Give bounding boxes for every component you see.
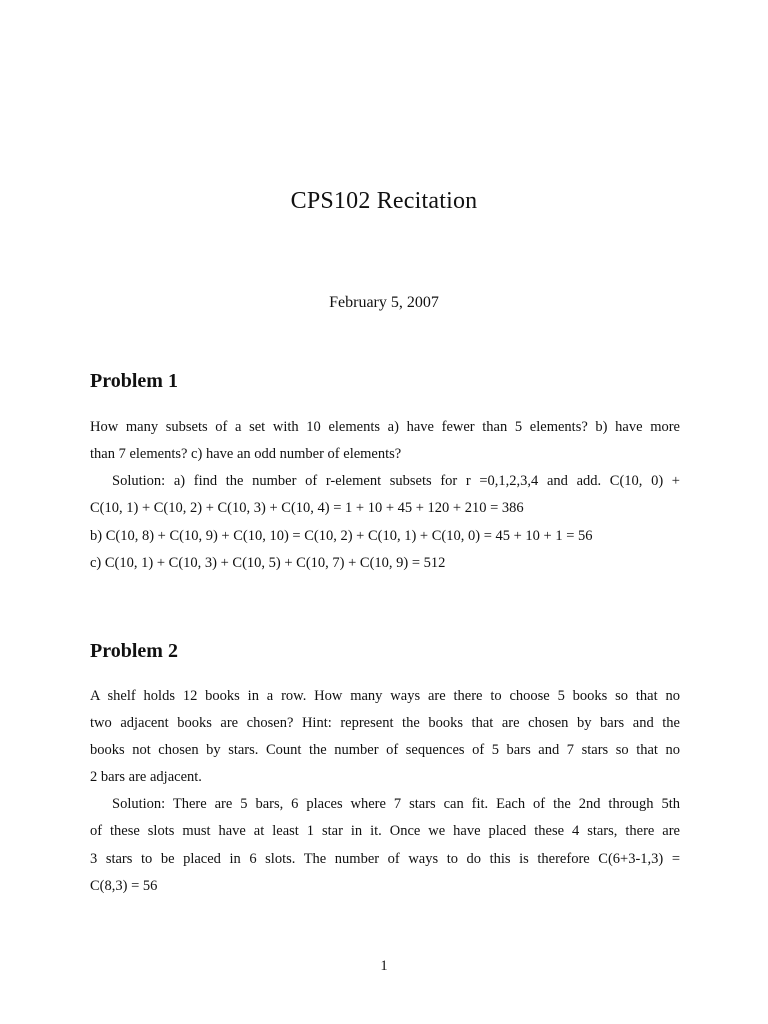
problem-1-text-line: than 7 elements? c) have an odd number of elements? bbox=[90, 446, 402, 462]
problem-2-text-line: books not chosen by stars. Count the number of sequences of 5 bars and 7 stars so that no bbox=[90, 742, 680, 758]
problem-1-text-line: How many subsets of a set with 10 elements a) have fewer than 5 elements? b) have more bbox=[90, 419, 680, 435]
problem-2-text-line: two adjacent books are chosen? Hint: represent the books that are chosen by bars and the bbox=[90, 715, 680, 731]
problem-2-solution-line: 3 stars to be placed in 6 slots. The number of ways to do this is therefore C(6+3-1,3) = bbox=[90, 851, 680, 867]
problem-2-solution-line: C(8,3) = 56 bbox=[90, 878, 158, 894]
problem-2-text-line: A shelf holds 12 books in a row. How many ways are there to choose 5 books so that no bbox=[90, 688, 680, 704]
page-number: 1 bbox=[380, 958, 388, 974]
document-date: February 5, 2007 bbox=[329, 294, 439, 311]
problem-1-solution-line: b) C(10, 8) + C(10, 9) + C(10, 10) = C(10, 2) + C(10, 1) + C(10, 0) = 45 + 10 + 1 = 56 bbox=[90, 528, 593, 544]
problem-2-text-line: 2 bars are adjacent. bbox=[90, 769, 202, 785]
problem-1-solution-line: c) C(10, 1) + C(10, 3) + C(10, 5) + C(10, 7) + C(10, 9) = 512 bbox=[90, 555, 446, 571]
problem-2-heading: Problem 2 bbox=[90, 640, 178, 662]
problem-2-solution-line: of these slots must have at least 1 star in it. Once we have placed these 4 stars, there are bbox=[90, 823, 680, 839]
problem-2-solution-line: Solution: There are 5 bars, 6 places where 7 stars can fit. Each of the 2nd through 5th bbox=[112, 796, 680, 812]
problem-1-heading: Problem 1 bbox=[90, 370, 178, 392]
problem-1-solution-line: C(10, 1) + C(10, 2) + C(10, 3) + C(10, 4) = 1 + 10 + 45 + 120 + 210 = 386 bbox=[90, 500, 524, 516]
problem-1-solution-line: Solution: a) find the number of r-element subsets for r =0,1,2,3,4 and add. C(10, 0) + bbox=[112, 473, 680, 489]
document-title: CPS102 Recitation bbox=[290, 188, 478, 214]
